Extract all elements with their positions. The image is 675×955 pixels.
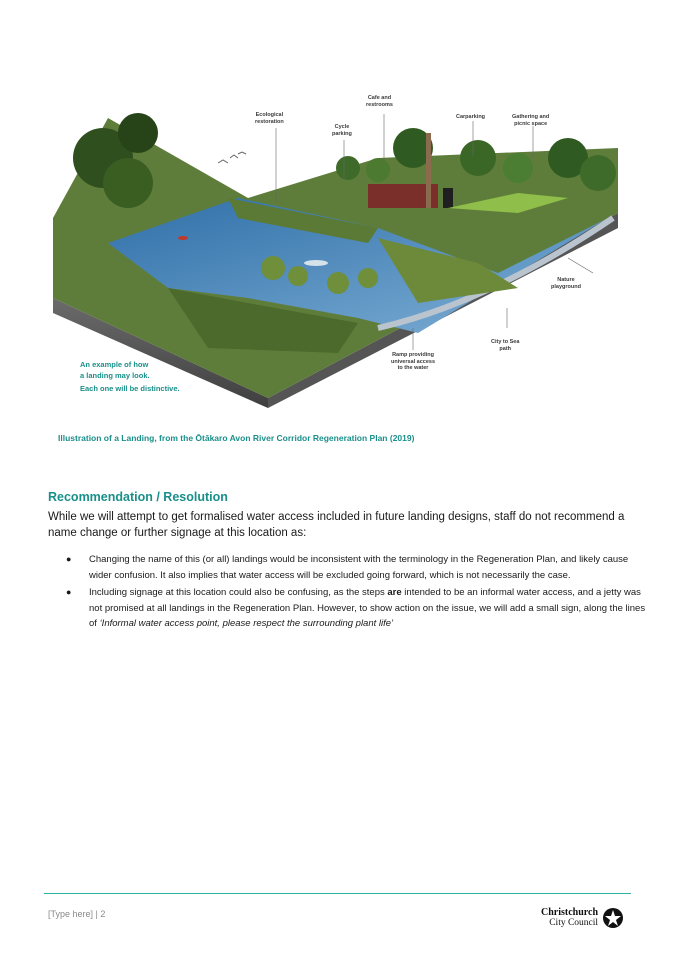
bullet-item xyxy=(66,585,646,632)
bullet-icon: ● xyxy=(66,587,72,597)
callout-line: Ecological xyxy=(255,112,284,118)
section-heading: Recommendation / Resolution xyxy=(48,490,228,504)
callout-line: Cafe and xyxy=(367,95,392,101)
callout-ramp-universal-access xyxy=(391,352,435,372)
callout-line: universal access xyxy=(391,358,436,365)
bullet-text-start: Including signage at this location could also be confusing, as the steps xyxy=(89,587,388,598)
callout-line: Gathering and xyxy=(512,114,550,120)
callout-line: picnic space xyxy=(514,120,548,127)
logo-line-2: City Council xyxy=(549,918,599,928)
bullet-text-emphasis: are xyxy=(387,587,402,598)
callout-line: Nature xyxy=(557,277,575,283)
callout-line: parking xyxy=(332,130,352,137)
footer-divider xyxy=(44,893,631,894)
logo-wordmark xyxy=(541,908,598,928)
note-line: An example of how xyxy=(80,360,149,369)
council-emblem-icon xyxy=(602,907,624,929)
callout-line: playground xyxy=(551,283,581,290)
callout-line: restrooms xyxy=(366,101,393,108)
figure-caption: Illustration of a Landing, from the Ōtākaro Avon River Corridor Regeneration Plan (2019) xyxy=(58,433,415,443)
callout-carparking xyxy=(456,114,485,121)
footer-page-label: [Type here] | 2 xyxy=(48,909,106,919)
bullet-list xyxy=(66,552,646,634)
intro-paragraph: While we will attempt to get formalised water access included in future landing designs, staff do not recommend a name change or further signage at this location as: xyxy=(48,511,625,539)
callout-cycle-parking xyxy=(332,124,352,137)
callout-line: Ramp providing xyxy=(392,352,434,358)
bullet-item xyxy=(66,552,646,583)
callout-nature-playground xyxy=(551,277,581,290)
bullet-icon: ● xyxy=(66,554,72,564)
note-line: Each one will be distinctive. xyxy=(80,384,180,393)
callout-line: restoration xyxy=(255,118,284,125)
callout-city-to-sea-path xyxy=(491,339,519,352)
christchurch-city-council-logo xyxy=(541,907,624,929)
callout-line: Carparking xyxy=(456,114,486,120)
callout-line: Cycle xyxy=(334,124,350,130)
callout-line: City to Sea xyxy=(491,339,520,345)
callout-line: path xyxy=(499,345,512,352)
callout-cafe-restrooms xyxy=(366,95,393,108)
note-line: a landing may look. xyxy=(80,371,150,380)
callout-ecological-restoration xyxy=(255,112,284,125)
logo-line-1: Christchurch xyxy=(541,907,599,918)
callout-gathering-picnic xyxy=(512,114,549,127)
callout-line: to the water xyxy=(397,365,429,371)
bullet-text: Changing the name of this (or all) landings would be inconsistent with the terminology in the Regeneration Plan, and likely cause wider confusion. It also implies that water access will be excluded going forward, which is not necessarily the case. xyxy=(89,554,629,581)
bullet-text-quote: ‘Informal water access point, please respect the surrounding plant life’ xyxy=(99,618,394,629)
bullet-text-middle: intended to be an informal water access, and a jetty was not promised at all landings in the Regeneration Plan. However, to show action on the issue, we will add a small sign, along the lines of xyxy=(89,587,646,629)
illustration-example-note xyxy=(80,359,180,394)
